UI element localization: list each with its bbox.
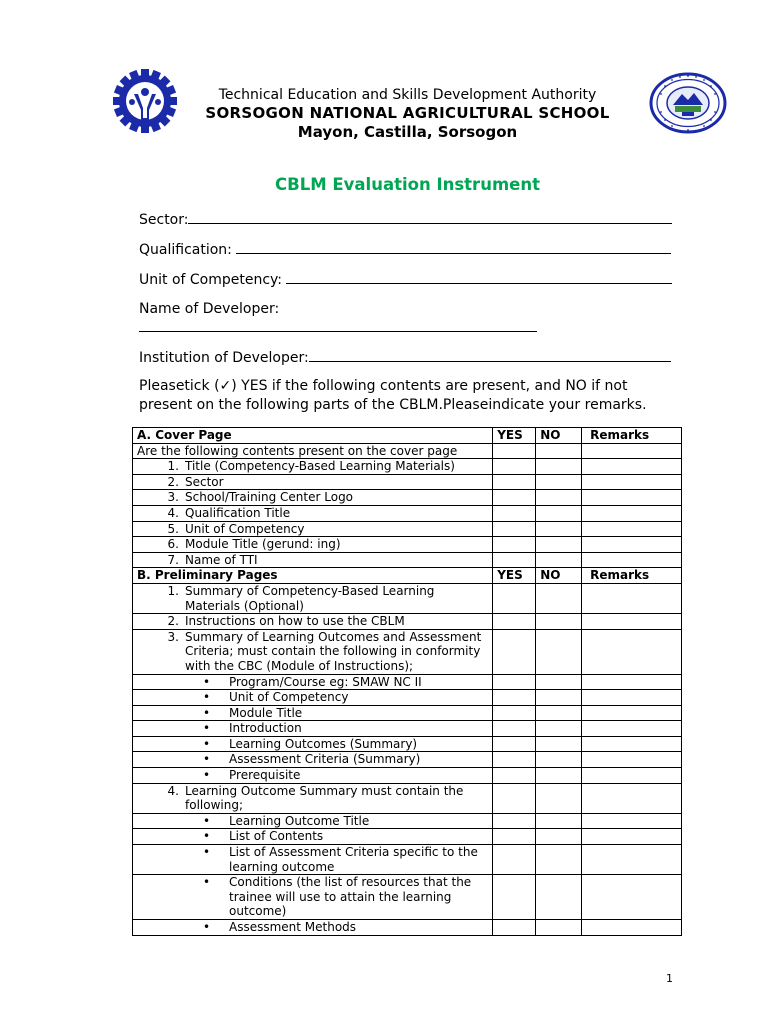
table-row [133, 552, 682, 568]
instructions-text-end: ) YES if the following contents are present, and NO if not present on the following parts of the CBLM.Pleaseindicate your remarks. [139, 378, 647, 413]
yes-cell[interactable] [493, 783, 536, 813]
yes-cell[interactable] [493, 537, 536, 553]
item-cell [133, 783, 493, 813]
bullet-icon: • [203, 752, 211, 767]
remarks-cell[interactable] [582, 490, 682, 506]
bullet-icon: • [203, 721, 211, 736]
yes-cell[interactable] [493, 505, 536, 521]
institution-label: Institution of Developer: [139, 350, 309, 366]
no-cell[interactable] [536, 875, 582, 920]
table-row [133, 768, 682, 784]
yes-cell[interactable] [493, 829, 536, 845]
remarks-cell[interactable] [582, 736, 682, 752]
no-cell[interactable] [536, 783, 582, 813]
bullet-icon: • [203, 813, 211, 828]
table-row [133, 875, 682, 920]
remarks-cell[interactable] [582, 583, 682, 613]
tesda-logo [112, 68, 178, 134]
no-cell[interactable] [536, 583, 582, 613]
item-text: Learning Outcome Summary must contain the following; [185, 783, 464, 813]
remarks-cell[interactable] [582, 875, 682, 920]
bullet-icon: • [203, 690, 211, 705]
bullet-cell [133, 768, 493, 784]
no-cell[interactable] [536, 521, 582, 537]
table-row [133, 474, 682, 490]
item-cell [133, 490, 493, 506]
item-cell [133, 474, 493, 490]
remarks-cell[interactable] [582, 629, 682, 674]
item-cell [133, 521, 493, 537]
no-cell[interactable] [536, 474, 582, 490]
no-cell[interactable] [536, 829, 582, 845]
remarks-cell[interactable] [582, 813, 682, 829]
remarks-column-header: Remarks [582, 568, 682, 584]
institution-blank[interactable] [309, 348, 671, 362]
developer-name-label: Name of Developer: [139, 301, 280, 317]
no-cell[interactable] [536, 674, 582, 690]
yes-cell[interactable] [493, 614, 536, 630]
table-row [133, 690, 682, 706]
yes-column-header: YES [493, 568, 536, 584]
yes-cell[interactable] [493, 736, 536, 752]
sector-blank[interactable] [188, 210, 672, 224]
yes-cell[interactable] [493, 721, 536, 737]
bullet-cell [133, 829, 493, 845]
institution-field [139, 348, 674, 367]
developer-name-blank-row [139, 318, 674, 337]
developer-name-blank[interactable] [139, 318, 537, 332]
bullet-cell [133, 920, 493, 936]
bullet-text: Assessment Methods [229, 920, 357, 934]
no-cell[interactable] [536, 721, 582, 737]
bullet-text: List of Contents [229, 829, 324, 844]
yes-cell[interactable] [493, 490, 536, 506]
item-text: Title (Competency-Based Learning Materials) [185, 459, 455, 474]
item-number: 4. [167, 505, 179, 520]
sector-label: Sector: [139, 212, 189, 228]
section-a-prompt: Are the following contents present on the cover page [133, 443, 493, 459]
instructions-paragraph [139, 377, 679, 415]
agency-name: Technical Education and Skills Development Authority [218, 87, 597, 103]
unit-of-competency-label: Unit of Competency: [139, 272, 283, 288]
table-row [133, 783, 682, 813]
item-cell [133, 505, 493, 521]
bullet-cell [133, 845, 493, 875]
section-b-header-row [133, 568, 682, 584]
document-title: CBLM Evaluation Instrument [275, 175, 540, 194]
remarks-column-header: Remarks [582, 428, 682, 444]
item-cell [133, 629, 493, 674]
table-row [133, 721, 682, 737]
yes-column-header: YES [493, 428, 536, 444]
bullet-icon: • [203, 705, 211, 720]
table-row [133, 845, 682, 875]
no-cell[interactable] [536, 614, 582, 630]
section-b-title: B. Preliminary Pages [133, 568, 493, 584]
yes-cell[interactable] [493, 521, 536, 537]
no-cell[interactable] [536, 459, 582, 475]
remarks-cell[interactable] [582, 459, 682, 475]
item-text: Sector [185, 474, 224, 489]
bullet-text: Module Title [229, 705, 303, 720]
remarks-cell[interactable] [582, 690, 682, 706]
bullet-text: Prerequisite [229, 768, 301, 783]
yes-cell[interactable] [493, 705, 536, 721]
remarks-cell[interactable] [582, 552, 682, 568]
item-number: 1. [167, 583, 179, 598]
remarks-cell[interactable] [582, 521, 682, 537]
table-row [133, 537, 682, 553]
table-row [133, 583, 682, 613]
yes-cell[interactable] [493, 459, 536, 475]
yes-cell[interactable] [493, 474, 536, 490]
no-cell[interactable] [536, 768, 582, 784]
item-number: 7. [167, 552, 179, 567]
bullet-text: Learning Outcome Title [229, 813, 370, 828]
yes-cell[interactable] [493, 583, 536, 613]
remarks-cell[interactable] [582, 768, 682, 784]
yes-cell[interactable] [493, 629, 536, 674]
qualification-blank[interactable] [236, 240, 671, 254]
yes-cell[interactable] [493, 845, 536, 875]
item-number: 3. [167, 629, 179, 644]
bullet-icon: • [203, 736, 211, 751]
unit-of-competency-blank[interactable] [286, 270, 672, 284]
yes-cell[interactable] [493, 674, 536, 690]
bullet-cell [133, 674, 493, 690]
remarks-cell[interactable] [582, 721, 682, 737]
unit-of-competency-field [139, 270, 674, 289]
school-name: SORSOGON NATIONAL AGRICULTURAL SCHOOL [205, 104, 610, 122]
item-text: Module Title (gerund: ing) [185, 537, 341, 552]
no-cell[interactable] [536, 443, 582, 459]
bullet-text: Program/Course eg: SMAW NC II [229, 674, 422, 689]
item-cell [133, 583, 493, 613]
table-row [133, 614, 682, 630]
school-seal-logo [649, 72, 727, 134]
no-cell[interactable] [536, 752, 582, 768]
table-row [133, 443, 682, 459]
item-number: 4. [167, 783, 179, 798]
instructions-text-start: Pleasetick ( [139, 378, 220, 394]
page-number: 1 [666, 972, 673, 985]
bullet-icon: • [203, 920, 211, 934]
item-cell [133, 552, 493, 568]
bullet-icon: • [203, 875, 211, 890]
item-text: Unit of Competency [185, 521, 305, 536]
table-row [133, 829, 682, 845]
bullet-text: List of Assessment Criteria specific to the learning outcome [229, 845, 478, 874]
table-row [133, 674, 682, 690]
no-cell[interactable] [536, 845, 582, 875]
no-column-header: NO [536, 428, 582, 444]
qualification-label: Qualification: [139, 242, 232, 258]
item-text: Summary of Learning Outcomes and Assessment Criteria; must contain the following in conformity with the CBC (Module of Instructions); [185, 629, 482, 673]
school-address: Mayon, Castilla, Sorsogon [297, 123, 518, 141]
table-row [133, 736, 682, 752]
yes-cell[interactable] [493, 690, 536, 706]
remarks-cell[interactable] [582, 783, 682, 813]
no-column-header: NO [536, 568, 582, 584]
remarks-cell[interactable] [582, 829, 682, 845]
no-cell[interactable] [536, 736, 582, 752]
remarks-cell[interactable] [582, 752, 682, 768]
item-text: Summary of Competency-Based Learning Materials (Optional) [185, 583, 435, 613]
bullet-text: Assessment Criteria (Summary) [229, 752, 421, 767]
item-number: 5. [167, 521, 179, 536]
item-number: 2. [167, 614, 179, 629]
bullet-cell [133, 736, 493, 752]
item-text: School/Training Center Logo [185, 490, 354, 505]
remarks-cell[interactable] [582, 537, 682, 553]
bullet-text: Unit of Competency [229, 690, 349, 705]
table-row [133, 459, 682, 475]
table-row [133, 521, 682, 537]
remarks-cell[interactable] [582, 845, 682, 875]
bullet-text: Learning Outcomes (Summary) [229, 736, 418, 751]
item-number: 2. [167, 474, 179, 489]
no-cell[interactable] [536, 690, 582, 706]
item-cell [133, 537, 493, 553]
item-number: 1. [167, 459, 179, 474]
item-text: Instructions on how to use the CBLM [185, 614, 405, 629]
item-number: 6. [167, 537, 179, 552]
item-number: 3. [167, 490, 179, 505]
section-a-header-row [133, 428, 682, 444]
no-cell[interactable] [536, 552, 582, 568]
no-cell[interactable] [536, 537, 582, 553]
bullet-text: Conditions (the list of resources that the trainee will use to attain the learning outcome) [229, 875, 472, 919]
bullet-icon: • [203, 845, 211, 860]
no-cell[interactable] [536, 920, 582, 936]
table-row [133, 813, 682, 829]
table-row [133, 705, 682, 721]
bullet-cell [133, 690, 493, 706]
item-cell [133, 614, 493, 630]
remarks-cell[interactable] [582, 474, 682, 490]
table-row [133, 490, 682, 506]
bullet-cell [133, 752, 493, 768]
table-row [133, 752, 682, 768]
remarks-cell[interactable] [582, 443, 682, 459]
remarks-cell[interactable] [582, 614, 682, 630]
no-cell[interactable] [536, 490, 582, 506]
bullet-icon: • [203, 829, 211, 844]
no-cell[interactable] [536, 505, 582, 521]
item-cell [133, 459, 493, 475]
item-text: Qualification Title [185, 505, 291, 520]
bullet-text: Introduction [229, 721, 302, 736]
bullet-cell [133, 721, 493, 737]
table-row [133, 920, 682, 936]
bullet-cell [133, 875, 493, 920]
yes-cell[interactable] [493, 768, 536, 784]
yes-cell[interactable] [493, 443, 536, 459]
bullet-cell [133, 813, 493, 829]
remarks-cell[interactable] [582, 920, 682, 936]
item-text: Name of TTI [185, 552, 258, 567]
checkmark-icon: ✓ [219, 378, 232, 394]
sector-field [139, 210, 674, 229]
qualification-field [139, 240, 674, 259]
yes-cell[interactable] [493, 875, 536, 920]
remarks-cell[interactable] [582, 505, 682, 521]
table-row [133, 505, 682, 521]
yes-cell[interactable] [493, 752, 536, 768]
table-row [133, 629, 682, 674]
remarks-cell[interactable] [582, 705, 682, 721]
yes-cell[interactable] [493, 813, 536, 829]
evaluation-table [132, 427, 682, 936]
section-a-title: A. Cover Page [133, 428, 493, 444]
bullet-icon: • [203, 768, 211, 783]
no-cell[interactable] [536, 813, 582, 829]
remarks-cell[interactable] [582, 674, 682, 690]
developer-name-field [139, 300, 674, 318]
yes-cell[interactable] [493, 920, 536, 936]
bullet-cell [133, 705, 493, 721]
no-cell[interactable] [536, 629, 582, 674]
bullet-icon: • [203, 674, 211, 689]
yes-cell[interactable] [493, 552, 536, 568]
no-cell[interactable] [536, 705, 582, 721]
